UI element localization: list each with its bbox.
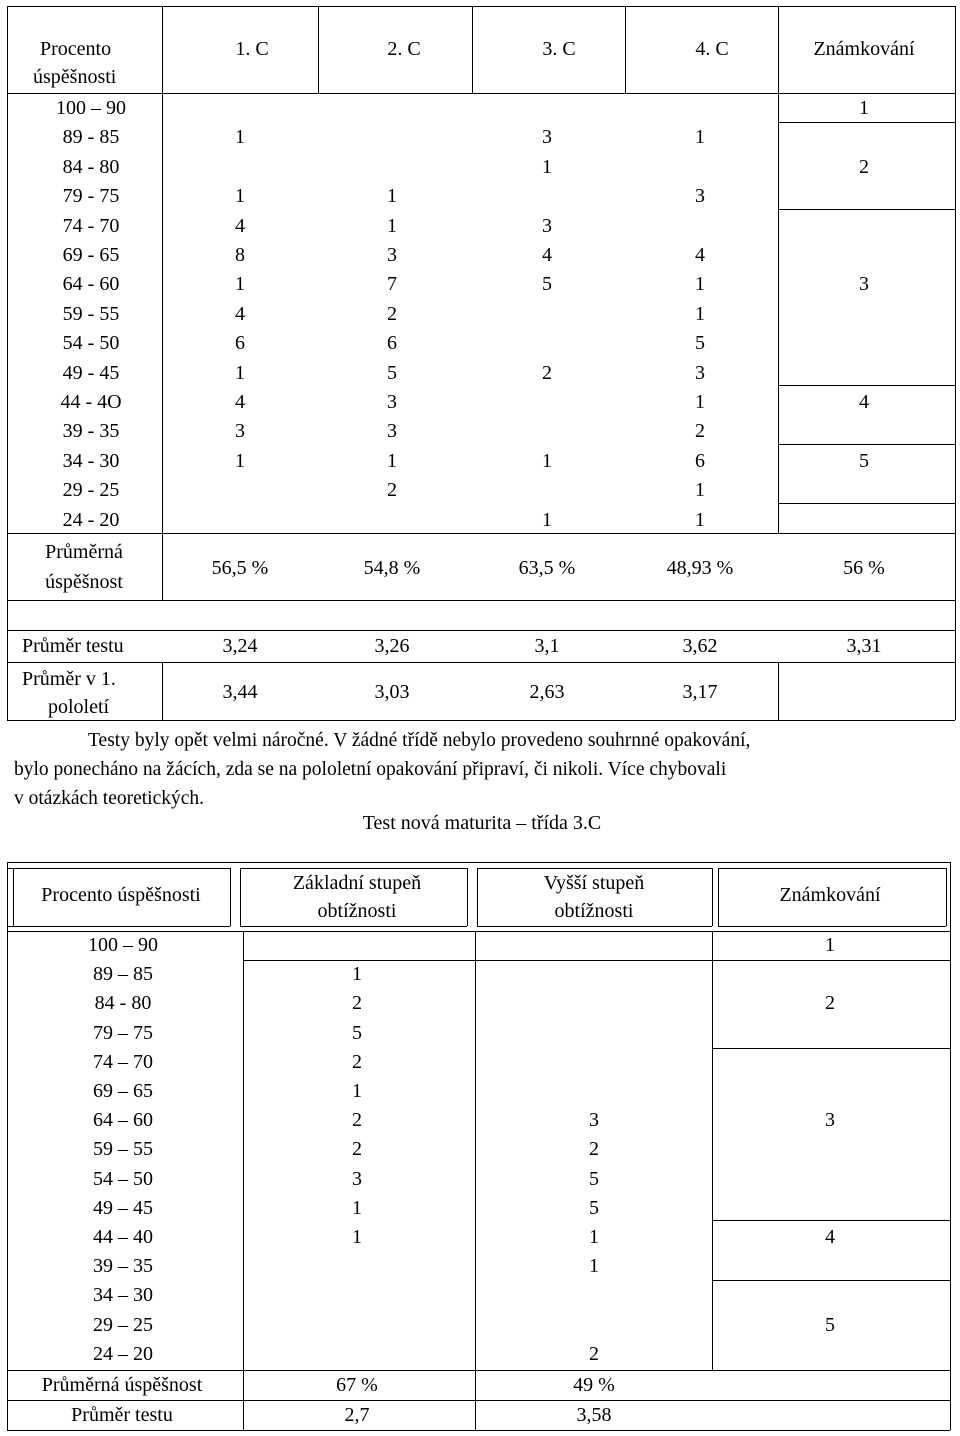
count-value: 4 <box>235 214 245 237</box>
score-range: 24 - 20 <box>62 508 120 531</box>
count-value: 5 <box>387 361 397 384</box>
score-range: 29 – 25 <box>93 1313 153 1336</box>
table-rule <box>778 93 779 533</box>
grade-value: 3 <box>825 1109 835 1132</box>
table-rule <box>7 630 955 631</box>
count-value: 6 <box>235 332 245 355</box>
table-rule <box>778 209 955 210</box>
table-rule <box>7 93 955 94</box>
table-rule <box>7 720 955 721</box>
table-rule <box>778 122 955 123</box>
count-value: 3 <box>235 420 245 443</box>
table-rule <box>625 6 626 93</box>
table-rule <box>7 931 950 932</box>
count-value: 2 <box>352 1109 362 1132</box>
count-value: 5 <box>542 273 552 296</box>
table-rule <box>778 503 955 504</box>
table-rule <box>718 926 946 927</box>
table-rule <box>778 662 779 720</box>
section-title: Test nová maturita – třída 3.C <box>362 812 602 834</box>
count-value: 1 <box>542 508 552 531</box>
table-rule <box>467 868 468 926</box>
count-value: 2 <box>695 420 705 443</box>
avg-success-value: 56 % <box>843 557 885 579</box>
table-rule <box>162 6 163 93</box>
count-value: 1 <box>387 449 397 472</box>
header-label: Procento <box>40 38 112 60</box>
avg-success-value: 63,5 % <box>518 557 576 579</box>
score-range: 49 – 45 <box>93 1196 153 1219</box>
grade-value: 5 <box>859 449 869 472</box>
score-range: 34 – 30 <box>93 1284 153 1307</box>
score-range: 59 - 55 <box>62 302 120 325</box>
count-value: 2 <box>352 992 362 1015</box>
table-rule <box>7 1400 950 1401</box>
score-range: 34 - 30 <box>62 449 120 472</box>
count-value: 2 <box>589 1342 599 1365</box>
table-rule <box>778 385 955 386</box>
score-range: 100 – 90 <box>56 97 126 119</box>
table-rule <box>718 868 719 926</box>
table-rule <box>477 926 712 927</box>
grade-value: 2 <box>859 155 869 178</box>
table-rule <box>7 862 8 1430</box>
table-rule <box>955 6 956 720</box>
count-value: 5 <box>695 332 705 355</box>
count-value: 2 <box>542 361 552 384</box>
table-rule <box>7 1370 950 1371</box>
count-value: 3 <box>589 1109 599 1132</box>
score-range: 89 - 85 <box>62 126 120 149</box>
test-avg-value: 3,1 <box>534 635 560 657</box>
comment-line: bylo ponecháno na žácích, zda se na pololetní opakování připraví, či nikoli. Více chybovali <box>14 759 727 780</box>
count-value: 1 <box>589 1226 599 1248</box>
score-range: 44 – 40 <box>93 1226 153 1248</box>
count-value: 7 <box>387 273 397 296</box>
count-value: 2 <box>352 1050 362 1073</box>
class-header: 4. C <box>695 38 729 60</box>
header-label: obtížnosti <box>554 900 634 922</box>
count-value: 3 <box>695 361 705 384</box>
table-rule <box>7 926 230 927</box>
score-range: 49 - 45 <box>62 361 120 384</box>
avg-success-value: 67 % <box>336 1374 378 1396</box>
grading-header: Známkování <box>779 884 881 906</box>
count-value: 2 <box>589 1138 599 1161</box>
count-value: 1 <box>695 273 705 296</box>
test-avg-value: 3,26 <box>374 635 410 657</box>
count-value: 1 <box>235 185 245 208</box>
count-value: 1 <box>695 126 705 149</box>
header-label: obtížnosti <box>317 900 397 922</box>
table-rule <box>712 960 950 961</box>
count-value: 3 <box>542 126 552 149</box>
table-rule <box>162 533 163 600</box>
score-range: 39 – 35 <box>93 1255 153 1278</box>
table-rule <box>712 1048 950 1049</box>
score-range: 69 - 65 <box>62 244 120 266</box>
count-value: 1 <box>695 508 705 531</box>
avg-success-label: úspěšnost <box>45 571 123 593</box>
count-value: 6 <box>695 449 705 472</box>
score-range: 29 - 25 <box>62 479 120 502</box>
table-rule <box>712 868 713 926</box>
avg-success-value: 54,8 % <box>363 557 421 579</box>
score-range: 39 - 35 <box>62 420 120 443</box>
count-value: 1 <box>387 214 397 237</box>
table-rule <box>946 868 947 926</box>
table-rule <box>318 6 319 93</box>
table-rule <box>240 868 241 926</box>
table-rule <box>7 533 955 534</box>
count-value: 1 <box>352 963 362 986</box>
count-value: 1 <box>695 302 705 325</box>
score-range: 84 - 80 <box>94 992 152 1015</box>
grade-value: 1 <box>825 934 835 956</box>
count-value: 3 <box>695 185 705 208</box>
count-value: 1 <box>542 155 552 178</box>
grade-value: 4 <box>859 391 869 413</box>
header-label: Procento úspěšnosti <box>41 884 201 906</box>
count-value: 1 <box>235 126 245 149</box>
count-value: 2 <box>387 302 397 325</box>
table-rule <box>477 868 478 926</box>
half-avg-value: 3,03 <box>374 681 410 703</box>
table-rule <box>7 662 955 663</box>
count-value: 2 <box>352 1138 362 1161</box>
test-avg-value: 2,7 <box>344 1404 370 1426</box>
score-range: 54 - 50 <box>62 332 120 355</box>
table-rule <box>162 662 163 720</box>
table-rule <box>712 1220 950 1221</box>
count-value: 5 <box>589 1167 599 1190</box>
count-value: 1 <box>235 449 245 472</box>
test-avg-label: Průměr testu <box>22 635 124 657</box>
half-avg-label: Průměr v 1. <box>22 668 116 690</box>
avg-success-label: Průměrná <box>45 541 123 563</box>
table-rule <box>7 6 955 7</box>
half-avg-value: 2,63 <box>529 681 565 703</box>
count-value: 1 <box>542 449 552 472</box>
count-value: 8 <box>235 244 245 266</box>
count-value: 4 <box>695 244 705 266</box>
table-rule <box>13 868 14 926</box>
table-rule <box>7 600 955 601</box>
test-avg-value: 3,58 <box>576 1404 612 1426</box>
count-value: 1 <box>352 1080 362 1102</box>
count-value: 3 <box>542 214 552 237</box>
score-range: 44 - 4O <box>60 391 122 413</box>
grading-header: Známkování <box>813 38 915 60</box>
score-range: 89 – 85 <box>93 963 153 986</box>
table-rule <box>230 868 231 926</box>
score-range: 74 - 70 <box>62 214 120 237</box>
table-rule <box>477 868 712 869</box>
count-value: 1 <box>352 1196 362 1219</box>
score-range: 84 - 80 <box>62 155 120 178</box>
comment-paragraph <box>14 726 954 813</box>
table-rule <box>240 868 467 869</box>
header-label: úspěšnosti <box>33 66 117 88</box>
score-range: 74 – 70 <box>93 1050 153 1073</box>
class-header: 2. C <box>387 38 421 60</box>
score-range: 54 – 50 <box>93 1167 153 1190</box>
table-rule <box>475 931 476 1430</box>
test-avg-value: 3,62 <box>682 635 718 657</box>
table-rule <box>950 862 951 1430</box>
score-range: 24 – 20 <box>93 1342 153 1365</box>
avg-success-value: 48,93 % <box>666 557 734 579</box>
half-avg-label: pololetí <box>48 696 110 718</box>
count-value: 5 <box>589 1196 599 1219</box>
count-value: 1 <box>352 1226 362 1248</box>
count-value: 1 <box>589 1255 599 1278</box>
avg-success-value: 56,5 % <box>211 557 269 579</box>
class-header: 1. C <box>235 38 269 60</box>
count-value: 2 <box>387 479 397 502</box>
score-range: 79 – 75 <box>93 1021 153 1044</box>
table-rule <box>712 931 713 1370</box>
count-value: 1 <box>235 273 245 296</box>
table-rule <box>718 868 946 869</box>
avg-success-label: Průměrná úspěšnost <box>41 1374 203 1396</box>
score-range: 59 – 55 <box>93 1138 153 1161</box>
table-rule <box>243 960 475 961</box>
test-avg-value: 3,31 <box>846 635 882 657</box>
count-value: 3 <box>352 1167 362 1190</box>
count-value: 4 <box>542 244 552 266</box>
comment-line: Testy byly opět velmi náročné. V žádné třídě nebylo provedeno souhrnné opakování, <box>88 730 751 751</box>
table-rule <box>778 444 955 445</box>
count-value: 5 <box>352 1021 362 1044</box>
score-range: 64 - 60 <box>62 273 120 296</box>
count-value: 6 <box>387 332 397 355</box>
avg-success-value: 49 % <box>573 1374 615 1396</box>
table-rule <box>240 926 467 927</box>
table-rule <box>472 6 473 93</box>
count-value: 4 <box>235 391 245 413</box>
grade-value: 2 <box>825 992 835 1015</box>
score-range: 64 – 60 <box>93 1109 153 1132</box>
table-rule <box>778 6 779 93</box>
header-label: Vyšší stupeň <box>543 872 645 894</box>
half-avg-value: 3,17 <box>682 681 718 703</box>
comment-line: v otázkách teoretických. <box>14 788 205 809</box>
score-range: 79 - 75 <box>62 185 120 208</box>
grade-value: 1 <box>859 97 869 119</box>
table-rule <box>7 6 8 720</box>
class-header: 3. C <box>542 38 576 60</box>
header-label: Základní stupeň <box>292 872 422 894</box>
table-rule <box>475 960 712 961</box>
test-avg-value: 3,24 <box>222 635 258 657</box>
count-value: 4 <box>235 302 245 325</box>
grade-value: 5 <box>825 1313 835 1336</box>
count-value: 3 <box>387 391 397 413</box>
count-value: 3 <box>387 420 397 443</box>
count-value: 1 <box>387 185 397 208</box>
table-rule <box>243 931 244 1430</box>
table-rule <box>712 1280 950 1281</box>
table-rule <box>7 862 950 863</box>
table-rule <box>162 93 163 533</box>
count-value: 1 <box>695 479 705 502</box>
test-avg-label: Průměr testu <box>71 1404 173 1426</box>
count-value: 1 <box>235 361 245 384</box>
count-value: 3 <box>387 244 397 266</box>
half-avg-value: 3,44 <box>222 681 258 703</box>
grade-value: 4 <box>825 1226 835 1248</box>
table-rule <box>7 1430 950 1431</box>
score-range: 100 – 90 <box>88 934 158 956</box>
grade-value: 3 <box>859 273 869 296</box>
count-value: 1 <box>695 391 705 413</box>
table-rule <box>7 868 230 869</box>
score-range: 69 – 65 <box>93 1080 153 1102</box>
